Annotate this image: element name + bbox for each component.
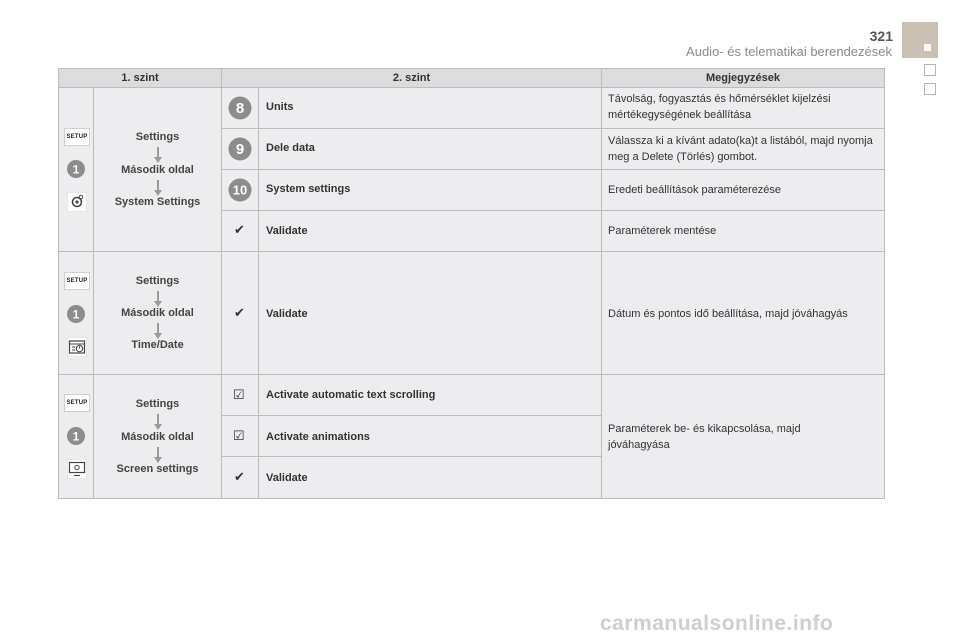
path-step-settings: Settings	[135, 131, 180, 143]
watermark: carmanualsonline.info	[600, 612, 834, 635]
chapter-tab-outline-2	[924, 83, 936, 95]
row-note: Távolság, fogyasztás és hőmérséklet kijelzési mértékegységének beállítása	[608, 93, 831, 121]
number-badge-label: 8	[235, 100, 245, 117]
chapter-tab-marker	[924, 44, 931, 51]
number-badge-label: 9	[235, 141, 245, 158]
path-step-target: Screen settings	[116, 463, 199, 475]
clock-date-icon	[67, 337, 87, 357]
path-step-target: Time/Date	[131, 339, 184, 351]
setup-icon: SETUP	[64, 272, 90, 290]
one-badge-icon	[67, 305, 85, 323]
path-step-page: Második oldal	[121, 431, 194, 443]
chapter-tab	[902, 22, 938, 58]
shared-row-note: Paraméterek be- és kikapcsolása, majd jóváhagyása	[608, 423, 801, 451]
row-label: System settings	[266, 183, 351, 195]
one-badge-label: 1	[72, 307, 80, 322]
g2-row1-label-cell	[259, 252, 601, 374]
checkbox-icon: ☑	[233, 428, 245, 443]
one-badge-icon	[67, 160, 85, 178]
path-step-settings: Settings	[135, 275, 180, 287]
row-note: Dátum és pontos idő beállítása, majd jóváhagyás	[608, 308, 848, 320]
group3-path	[94, 375, 221, 498]
check-icon: ✔	[234, 305, 245, 320]
number-badge-label: 10	[232, 182, 248, 198]
column-header-notes: Megjegyzések	[706, 72, 780, 84]
path-step-target: System Settings	[114, 196, 201, 208]
group1-path	[94, 88, 221, 251]
setup-icon: SETUP	[64, 394, 90, 412]
row-label: Activate animations	[266, 431, 370, 443]
group2-path	[94, 252, 221, 374]
row-label: Units	[266, 101, 294, 113]
screen-settings-icon	[67, 459, 87, 479]
setup-icon: SETUP	[64, 128, 90, 146]
row-label: Validate	[266, 225, 308, 237]
chapter-tab-outline-1	[924, 64, 936, 76]
one-badge-icon	[67, 427, 85, 445]
row-label: Validate	[266, 308, 308, 320]
g1-row1-label-cell	[259, 88, 601, 128]
path-step-settings: Settings	[135, 398, 180, 410]
path-step-page: Második oldal	[121, 307, 194, 319]
row-label: Dele data	[266, 142, 315, 154]
checkbox-icon: ☑	[233, 387, 245, 402]
number-badge-10-icon	[228, 178, 252, 202]
number-badge-9-icon	[228, 137, 252, 161]
section-title: Audio- és telematikai berendezések	[686, 44, 892, 59]
g3-row3-label-cell	[259, 457, 601, 498]
number-badge-8-icon	[228, 96, 252, 120]
row-label: Validate	[266, 472, 308, 484]
one-badge-label: 1	[72, 429, 80, 444]
page-number: 321	[869, 28, 893, 44]
row-note: Eredeti beállítások paraméterezése	[608, 184, 782, 196]
check-icon: ✔	[234, 469, 245, 484]
row-label: Activate automatic text scrolling	[266, 389, 436, 401]
column-header-level2: 2. szint	[392, 72, 431, 84]
g1-row4-label-cell	[259, 211, 601, 251]
one-badge-label: 1	[72, 162, 80, 177]
column-header-level1: 1. szint	[121, 72, 159, 84]
check-icon: ✔	[234, 222, 245, 237]
row-note: Válassza ki a kívánt adato(ka)t a listából, majd nyomja meg a Delete (Törlés) gombot.	[608, 135, 873, 163]
settings-gear-icon	[67, 192, 87, 212]
row-note: Paraméterek mentése	[608, 225, 717, 237]
path-step-page: Második oldal	[121, 164, 194, 176]
